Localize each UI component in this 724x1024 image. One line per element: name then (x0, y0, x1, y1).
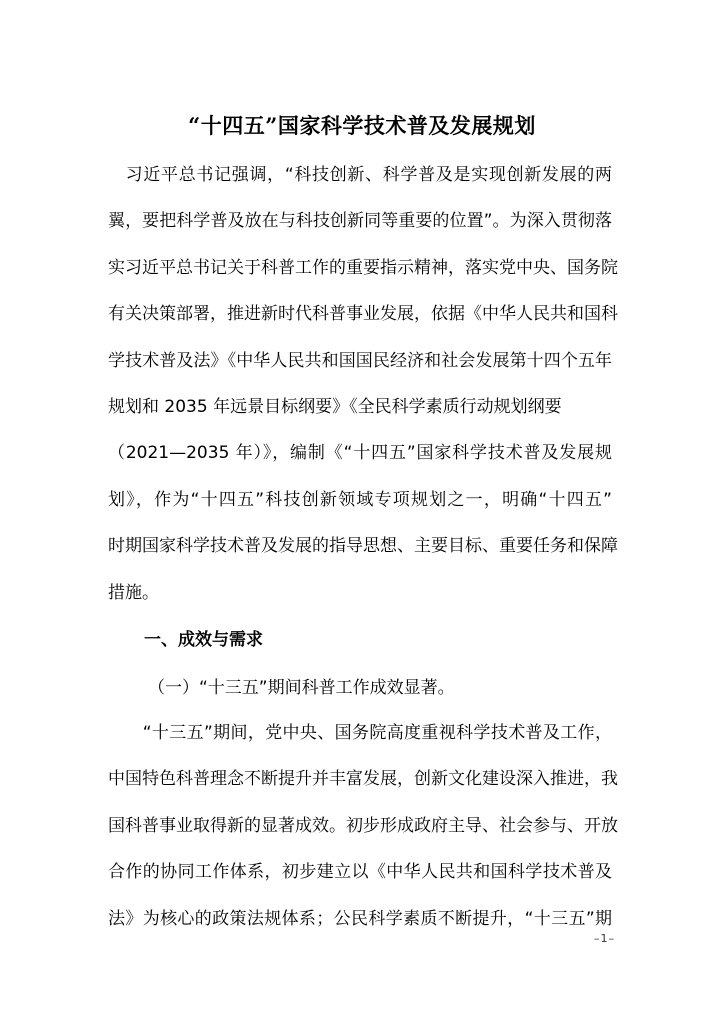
section-heading: 一、成效与需求 (144, 630, 263, 650)
paragraph-line: 有关决策部署，推进新时代科普事业发展，依据《中华人民共和国科 (108, 304, 618, 325)
paragraph-line: 学技术普及法》《中华人民共和国国民经济和社会发展第十四个五年 (108, 350, 612, 371)
paragraph-line: 实习近平总书记关于科普工作的重要指示精神，落实党中央、国务院 (108, 257, 618, 278)
intro-paragraph (108, 152, 618, 616)
page-number: –1– (594, 932, 615, 945)
paragraph-line: 习近平总书记强调，“科技创新、科学普及是实现创新发展的两 (108, 165, 612, 185)
document-title: “十四五”国家科学技术普及发展规划 (188, 113, 536, 138)
paragraph-line: 国科普事业取得新的显著成效。初步形成政府主导、社会参与、开放 (108, 815, 618, 836)
paragraph-line: 时期国家科学技术普及发展的指导思想、主要目标、重要任务和保障 (108, 536, 618, 557)
paragraph-line: “十三五”期间，党中央、国务院高度重视科学技术普及工作， (108, 723, 612, 743)
paragraph-line: 合作的协同工作体系，初步建立以《中华人民共和国科学技术普及 (108, 862, 612, 883)
subsection-heading: （一）“十三五”期间科普工作成效显著。 (148, 678, 455, 698)
achievements-paragraph (108, 710, 618, 942)
paragraph-line: 翼，要把科学普及放在与科技创新同等重要的位置”。为深入贯彻落 (108, 211, 612, 232)
paragraph-line: 划》，作为“十四五”科技创新领域专项规划之一，明确“十四五” (108, 489, 612, 510)
paragraph-line: 规划和 2035 年远景目标纲要》《全民科学素质行动规划纲要 (108, 396, 562, 417)
paragraph-line: 措施。 (108, 582, 159, 603)
paragraph-line: （2021—2035 年）》，编制《“十四五”国家科学技术普及发展规 (108, 443, 612, 464)
paragraph-line: 中国特色科普理念不断提升并丰富发展，创新文化建设深入推进，我 (108, 769, 618, 790)
paragraph-line: 法》为核心的政策法规体系；公民科学素质不断提升，“十三五”期 (108, 908, 612, 929)
